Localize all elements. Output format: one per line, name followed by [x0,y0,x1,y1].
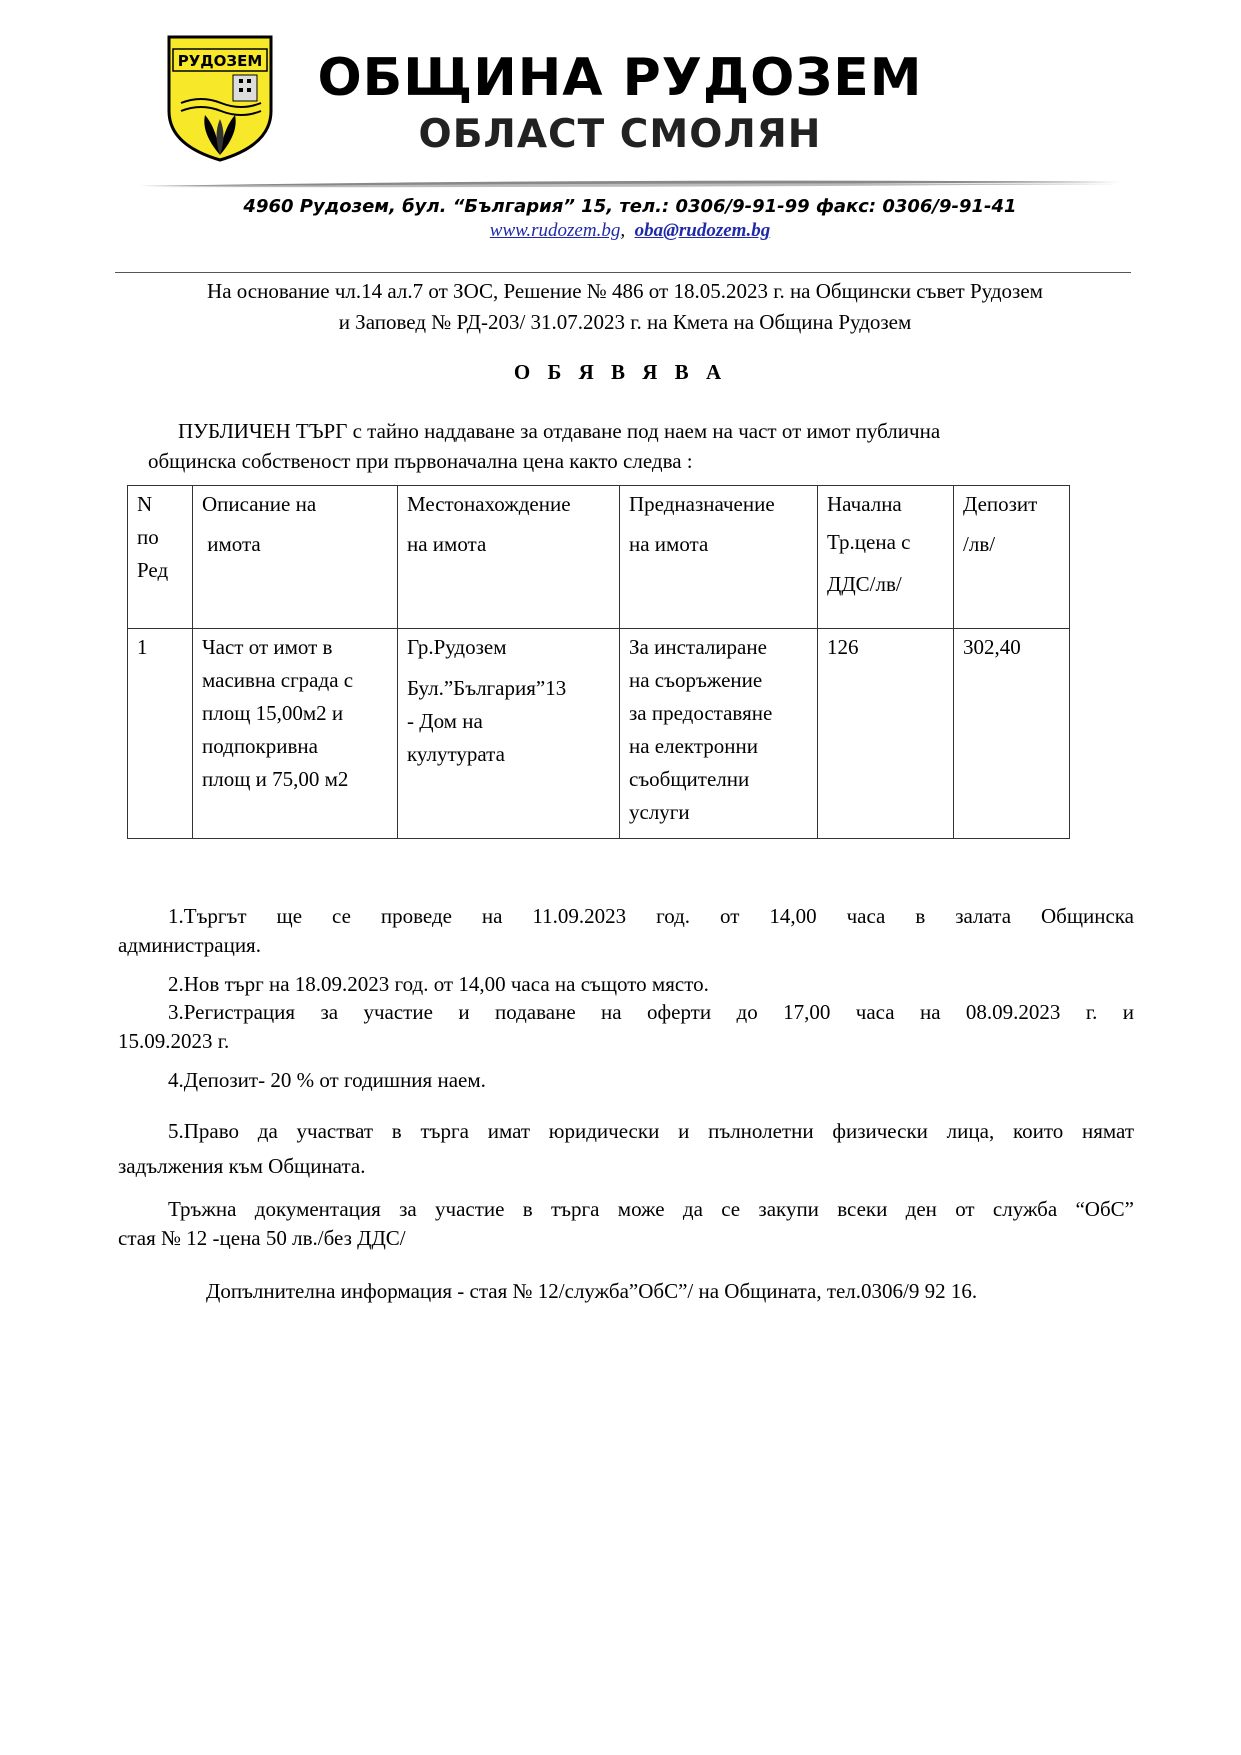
contact-links: www.rudozem.bg, oba@rudozem.bg [489,220,771,241]
header-divider-swoosh [140,178,1120,192]
header-cell: Начална Тр.цена с ДДС/лв/ [818,486,954,629]
term-5: 5.Право да участват в търга имат юридически и пълнолетни физически лица, които нямат задължения към Общината. [118,1119,1134,1178]
term-3: 3.Регистрация за участие и подаване на оферти до 17,00 часа на 08.09.2023 г. и 15.09.2023 г. [118,1000,1134,1053]
table-header-row [128,486,1070,629]
email-link[interactable]: oba@rudozem.bg [634,220,771,241]
website-link[interactable]: www.rudozem.bg [489,220,621,241]
section-divider [115,272,1131,273]
table-cell: За инсталиране на съоръжение за предоставяне на електронни съобщителни услуги [620,629,818,839]
table-row [128,629,1070,839]
table-cell: Гр.Рудозем Бул.”България”13 - Дом на кулутурата [398,629,620,839]
auction-table [127,485,1070,839]
intro-line: ПУБЛИЧЕН ТЪРГ с тайно наддаване за отдаване под наем на част от имот публична [178,419,941,443]
term-4: 4.Депозит- 20 % от годишния наем. [168,1068,486,1092]
contact-address: 4960 Рудозем, бул. “България” 15, тел.: 0306/9-91-99 факс: 0306/9-91-41 [243,196,1017,217]
table-cell: 1 [128,629,193,839]
header-cell: Предназначение на имота [620,486,818,629]
header-cell: Депозит /лв/ [954,486,1070,629]
municipality-title: ОБЩИНА РУДОЗЕМ [317,48,923,108]
municipality-crest-logo [161,33,279,163]
table-cell: 126 [818,629,954,839]
table-cell: 302,40 [954,629,1070,839]
intro-text [140,416,1140,476]
header-cell: Местонахождение на имота [398,486,620,629]
term-1: 1.Търгът ще се проведе на 11.09.2023 год. от 14,00 часа в залата Общинска администрация. [118,904,1134,957]
crest-label: РУДОЗЕМ [177,52,263,70]
intro-line: общинска собственост при първоначална цена както следва : [148,449,693,473]
announcement-heading: О Б Я В Я В А [513,360,728,384]
region-title: ОБЛАСТ СМОЛЯН [418,112,822,157]
header-cell: Описание на имота [193,486,398,629]
legal-basis-line: На основание чл.14 ал.7 от ЗОС, Решение № 486 от 18.05.2023 г. на Общински съвет Рудозем [207,279,1043,303]
table-cell: Част от имот в масивна сграда с площ 15,00м2 и подпокривна площ и 75,00 м2 [193,629,398,839]
additional-info: Допълнителна информация - стая № 12/служба”ОбС”/ на Общината, тел.0306/9 92 16. [206,1279,978,1303]
term-2: 2.Нов търг на 18.09.2023 год. от 14,00 часа на същото място. [168,972,709,996]
header-cell: N по Ред [128,486,193,629]
legal-basis-line: и Заповед № РД-203/ 31.07.2023 г. на Кмета на Община Рудозем [338,310,912,334]
legal-basis [110,276,1140,338]
documentation-note: Тръжна документация за участие в търга може да се закупи всеки ден от служба “ОбС” стая № 12 -цена 50 лв./без ДДС/ [118,1197,1134,1250]
